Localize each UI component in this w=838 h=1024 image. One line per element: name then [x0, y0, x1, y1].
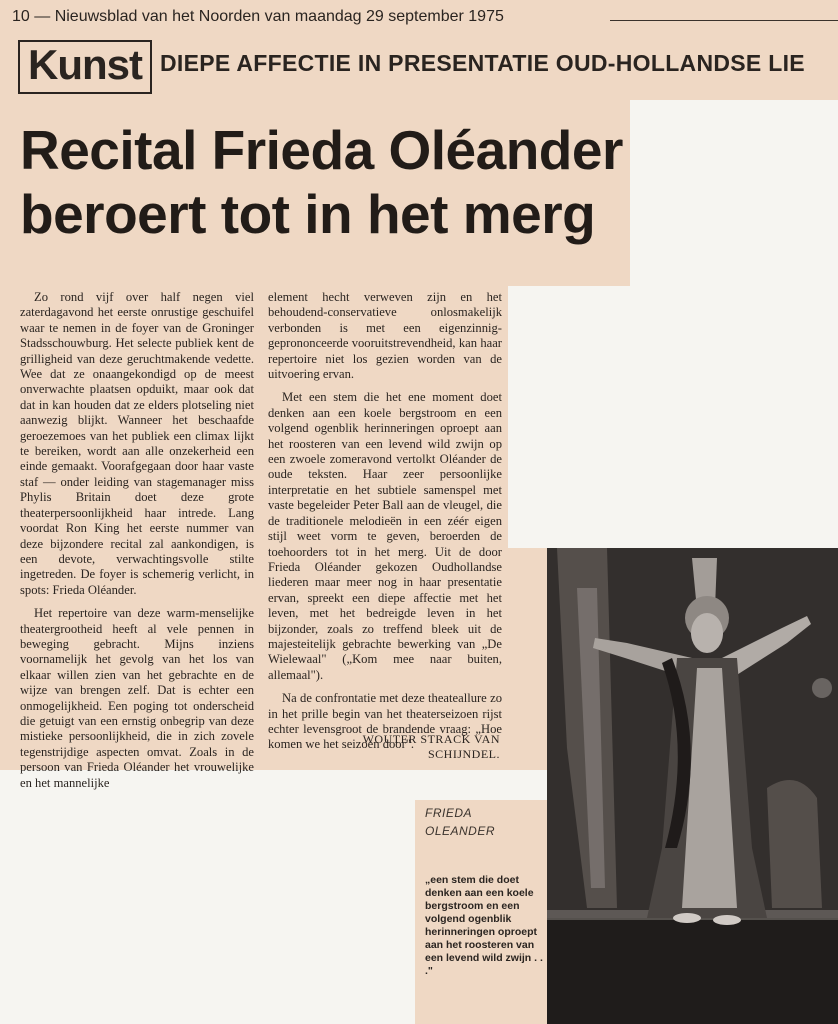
paragraph: Zo rond vijf over half negen viel zaterdagavond het eerste onrustige geschuifel waar te nemen in de foyer van de Groninger Stadsschouwburg. Het selecte publiek kent de grilligheid van deze geruchtmakende vedette. Wee dat ze onaangekondigd op de meest onverwachte plaatsen opduikt, maar ook dat dat in kan houden dat ze elders plotseling niet aanwezig blijkt. Wanneer het beschaafde geroezemoes van het publiek een climax lijkt te bereiken, wordt aan alle onzekerheid een einde gemaakt. Voorafgegaan door haar vaste staf — onder leiding van stagemanager miss Phylis Britain doet deze grote theaterpersoonlijkheid haar intrede. Lang voordat Ron King het eerste nummer van deze bijzondere recital zal aankondigen, is een devote, verwachtingsvolle stilte ingetreden. De foyer is schemerig verlicht, in spots: Frieda Oléander. — [20, 290, 254, 597]
section-label: Kunst — [18, 40, 152, 94]
paragraph: Met een stem die het ene moment doet denken aan een koele bergstroom en een volgend ogenblik herinneringen oproept aan het roosteren van een levend wild zwijn op een zwoele zomeravond vertolkt Oléander de oude teksten. Haar zeer persoonlijke interpretatie en het subtiele samenspel met vaste begeleider Peter Ball aan de vleugel, die de traditionele melodieën in een zéér eigen stijl weet vorm te geven, beroerden de toehoorders tot in het merg. Uit de door Frieda Oléander gekozen Oudhollandse liederen maar meer nog in haar presentatie ervan, spreekt een diepe affectie met het leven, met het bedreigde leven in het bijzonder, zoals zo treffend bleek uit de majesteitelijk gebrachte bewerking van „De Wielewaal" („Kom mee naar buiten, allemaal"). — [268, 390, 502, 682]
kicker: DIEPE AFFECTIE IN PRESENTATIE OUD-HOLLANDSE LIE — [160, 50, 805, 76]
photo-illustration — [547, 548, 838, 1024]
paragraph: Het repertoire van deze warm-menselijke theatergrootheid heeft al vele pennen in beweging gebracht. Mijns inziens voornamelijk het gevolg van het los van elkaar willen zien van het gebrachte en de wijze van brengen zelf. Dat is echter een onmogelijkheid. Een poging tot onderscheid die getuigt van een ernstig onbegrip van deze mistieke persoonlijkheid, die in zich zovele tegenstrijdige aspecten omvat. Zoals in de persoon van Frieda Oléander het vrouwelijke en het mannelijke — [20, 606, 254, 790]
headline — [20, 118, 630, 246]
blank-area — [630, 100, 838, 548]
article-column-1 — [20, 290, 254, 799]
dateline-rule — [610, 20, 838, 21]
blank-area — [415, 770, 547, 800]
dateline-text: 10 — Nieuwsblad van het Noorden van maandag 29 september 1975 — [12, 8, 504, 25]
headline-line-2: beroert tot in het merg — [20, 183, 596, 245]
headline-line-1: Recital Frieda Oléander — [20, 119, 623, 181]
paragraph: Na de confrontatie met deze theateallure zo in het prille begin van het theaterseizoen rijst echter levensgroot de brandende vraag: „Hoe komen we het seizoen door". — [268, 691, 502, 752]
caption-quote: „een stem die doet denken aan een koele bergstroom en een volgend ogenblik herinneringen oproept aan het roosteren van een levend wild zwijn . . ." — [425, 874, 543, 977]
article-column-2 — [268, 290, 502, 761]
paragraph: element hecht verweven zijn en het behoudend-conservatieve onlosmakelijk verbonden is met een eigenzinnig-geprononceerde vooruitstrevendheid, kan haar repertoire niet los gezien worden van de uitvoering ervan. — [268, 290, 502, 382]
blank-area — [0, 770, 415, 1024]
performer-photo — [547, 548, 838, 1024]
dateline — [12, 8, 832, 26]
blank-area — [508, 286, 630, 548]
byline: WOUTER STRACK VAN SCHIJNDEL. — [362, 732, 500, 761]
caption-name: FRIEDA OLEANDER — [425, 806, 496, 838]
